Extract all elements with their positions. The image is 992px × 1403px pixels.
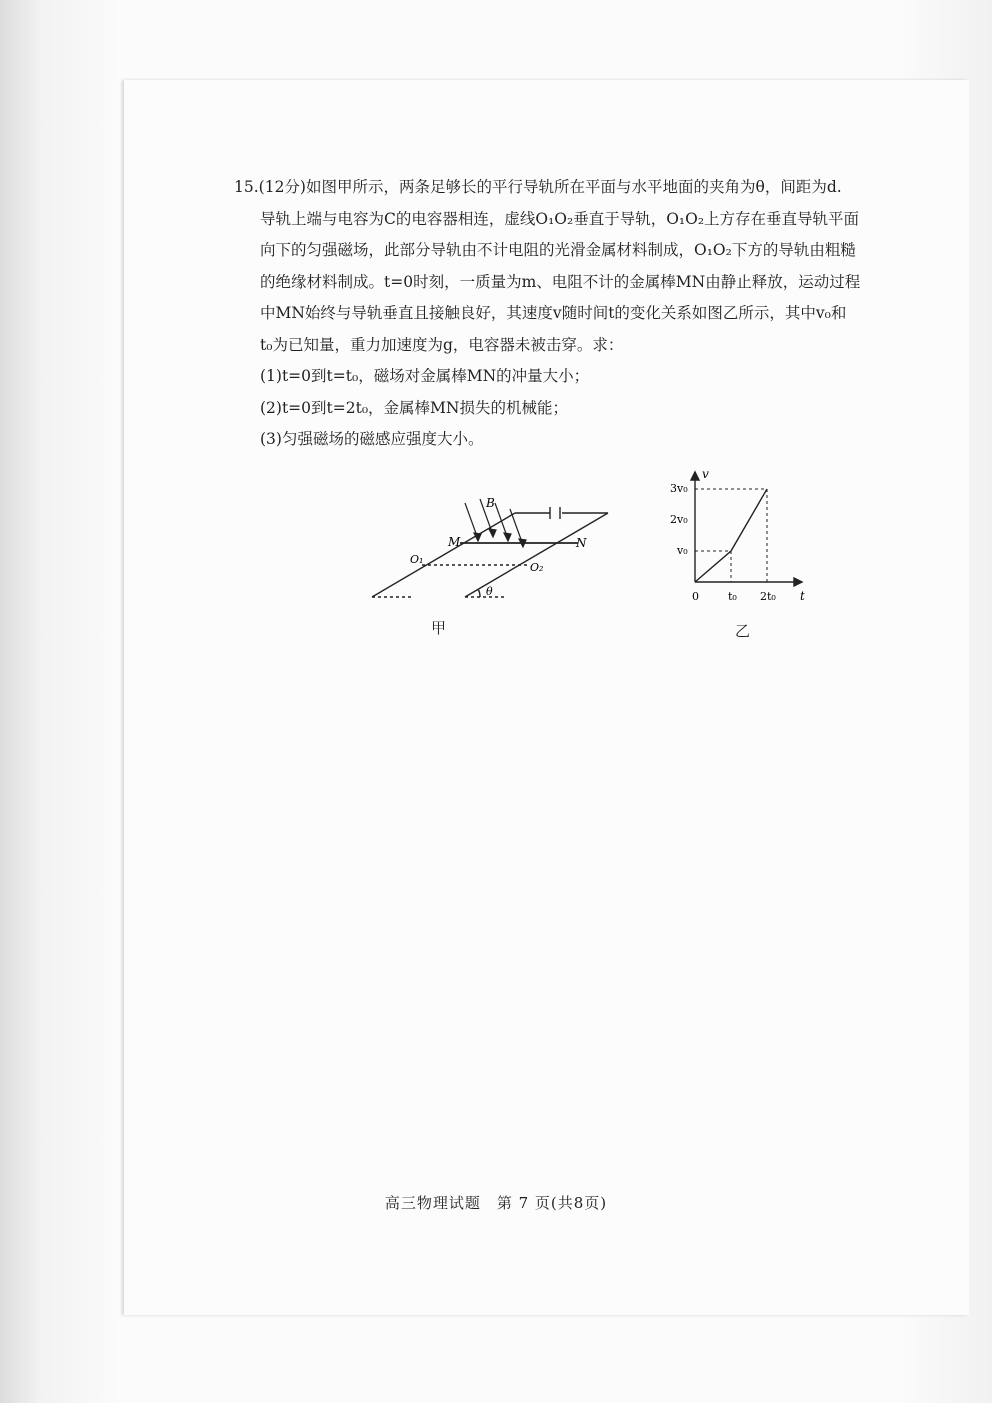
figure-jia-label: 甲 — [431, 619, 447, 637]
y-tick-3v0: 3v₀ — [670, 482, 688, 495]
axis-label-t: t — [800, 589, 805, 603]
problem-stem-line-4: 的绝缘材料制成。t=0时刻，一质量为m、电阻不计的金属棒MN由静止释放，运动过程 — [260, 272, 861, 291]
problem-stem-line-3: 向下的匀强磁场，此部分导轨由不计电阻的光滑金属材料制成，O₁O₂下方的导轨由粗糙 — [260, 241, 856, 259]
velocity-curve — [695, 489, 767, 582]
problem-score: (12分) — [258, 178, 306, 196]
x-tick-t0: t₀ — [728, 590, 737, 603]
rail-left-upper — [372, 513, 515, 597]
figure-jia-rails — [360, 495, 620, 610]
label-theta: θ — [486, 585, 493, 598]
question-3: (3)匀强磁场的磁感应强度大小。 — [260, 430, 484, 448]
figure-yi-label: 乙 — [735, 622, 751, 640]
angle-arc — [478, 589, 480, 597]
t-axis-arrow — [794, 578, 802, 586]
figure-yi-vt-graph — [662, 466, 812, 608]
label-b: B — [486, 496, 495, 510]
guide-lines — [695, 489, 767, 582]
label-n: N — [576, 536, 587, 550]
label-m: M — [448, 535, 461, 549]
y-tick-2v0: 2v₀ — [670, 513, 688, 526]
label-o2: O₂ — [530, 561, 544, 574]
label-o1: O₁ — [410, 553, 424, 566]
axis-label-v: v — [702, 467, 709, 481]
question-2: (2)t=0到t=2t₀，金属棒MN损失的机械能； — [260, 398, 568, 417]
magnetic-field-arrows — [465, 499, 526, 547]
problem-stem-line-5: 中MN始终与导轨垂直且接触良好，其速度v随时间t的变化关系如图乙所示，其中v₀和 — [260, 304, 847, 322]
question-1: (1)t=0到t=t₀，磁场对金属棒MN的冲量大小； — [260, 367, 590, 385]
problem-stem-line-1 — [234, 172, 924, 204]
y-tick-v0: v₀ — [677, 544, 688, 557]
problem-stem-line-2: 导轨上端与电容为C的电容器相连，虚线O₁O₂垂直于导轨，O₁O₂上方存在垂直导轨平面 — [260, 209, 860, 228]
page-footer: 高三物理试题 第 7 页(共8页) — [384, 1194, 608, 1212]
stem-text-1: 如图甲所示，两条足够长的平行导轨所在平面与水平地面的夹角为θ，间距为d. — [305, 178, 842, 196]
x-tick-2t0: 2t₀ — [760, 590, 776, 603]
v-axis-arrow — [691, 472, 699, 480]
problem-number: 15. — [234, 178, 259, 196]
origin-label: 0 — [692, 590, 699, 603]
problem-stem-line-6: t₀为已知量，重力加速度为g，电容器未被击穿。求： — [260, 335, 624, 354]
problem-15 — [234, 172, 924, 456]
